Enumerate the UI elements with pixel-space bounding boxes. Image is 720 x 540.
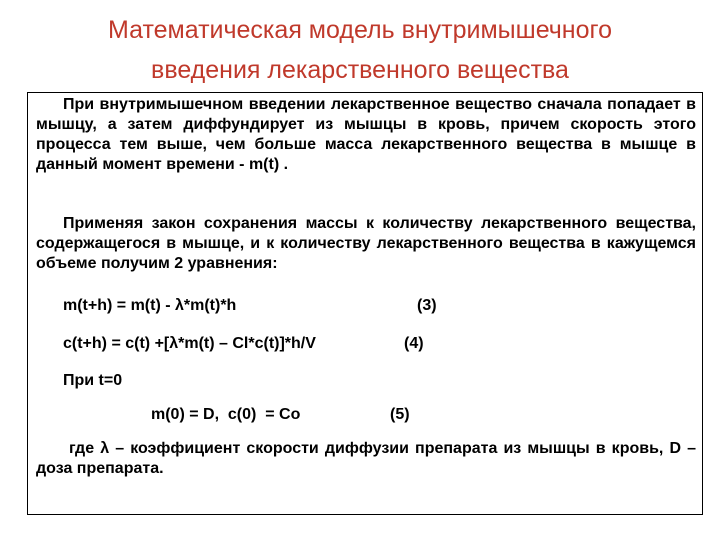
equation-3-number: (3) bbox=[417, 297, 437, 314]
equation-4-number: (4) bbox=[404, 335, 424, 352]
equation-4: c(t+h) = c(t) +[λ*m(t) – Cl*c(t)]*h/V bbox=[63, 335, 316, 352]
paragraph-definitions-text: где λ – коэффициент скорости диффузии препарата из мышцы в кровь, D – доза препарата. bbox=[36, 440, 696, 477]
equation-5-number: (5) bbox=[390, 406, 410, 423]
paragraph-intro bbox=[36, 95, 696, 175]
equation-3: m(t+h) = m(t) - λ*m(t)*h bbox=[63, 297, 237, 314]
slide-title bbox=[0, 10, 720, 90]
paragraph-definitions bbox=[36, 439, 696, 479]
content-box bbox=[27, 92, 703, 515]
paragraph-mass-conservation-text: Применяя закон сохранения массы к количеству лекарственного вещества, содержащегося в мышце, и к количеству лекарственного вещества в кажущемся объеме получим 2 уравнения: bbox=[36, 215, 696, 272]
paragraph-intro-text: При внутримышечном введении лекарственное вещество сначала попадает в мышцу, а затем диффундирует из мышцы в кровь, причем скорость этого процесса тем выше, чем больше масса лекарственного вещества в мышце в данный момент времени - m(t) . bbox=[36, 96, 696, 173]
paragraph-mass-conservation bbox=[36, 214, 696, 274]
slide-title-line-1: Математическая модель внутримышечного bbox=[108, 16, 612, 44]
slide-title-line-2: введения лекарственного вещества bbox=[151, 56, 569, 84]
equation-5: m(0) = D, c(0) = Co bbox=[151, 406, 301, 423]
initial-condition-label: При t=0 bbox=[63, 372, 123, 389]
